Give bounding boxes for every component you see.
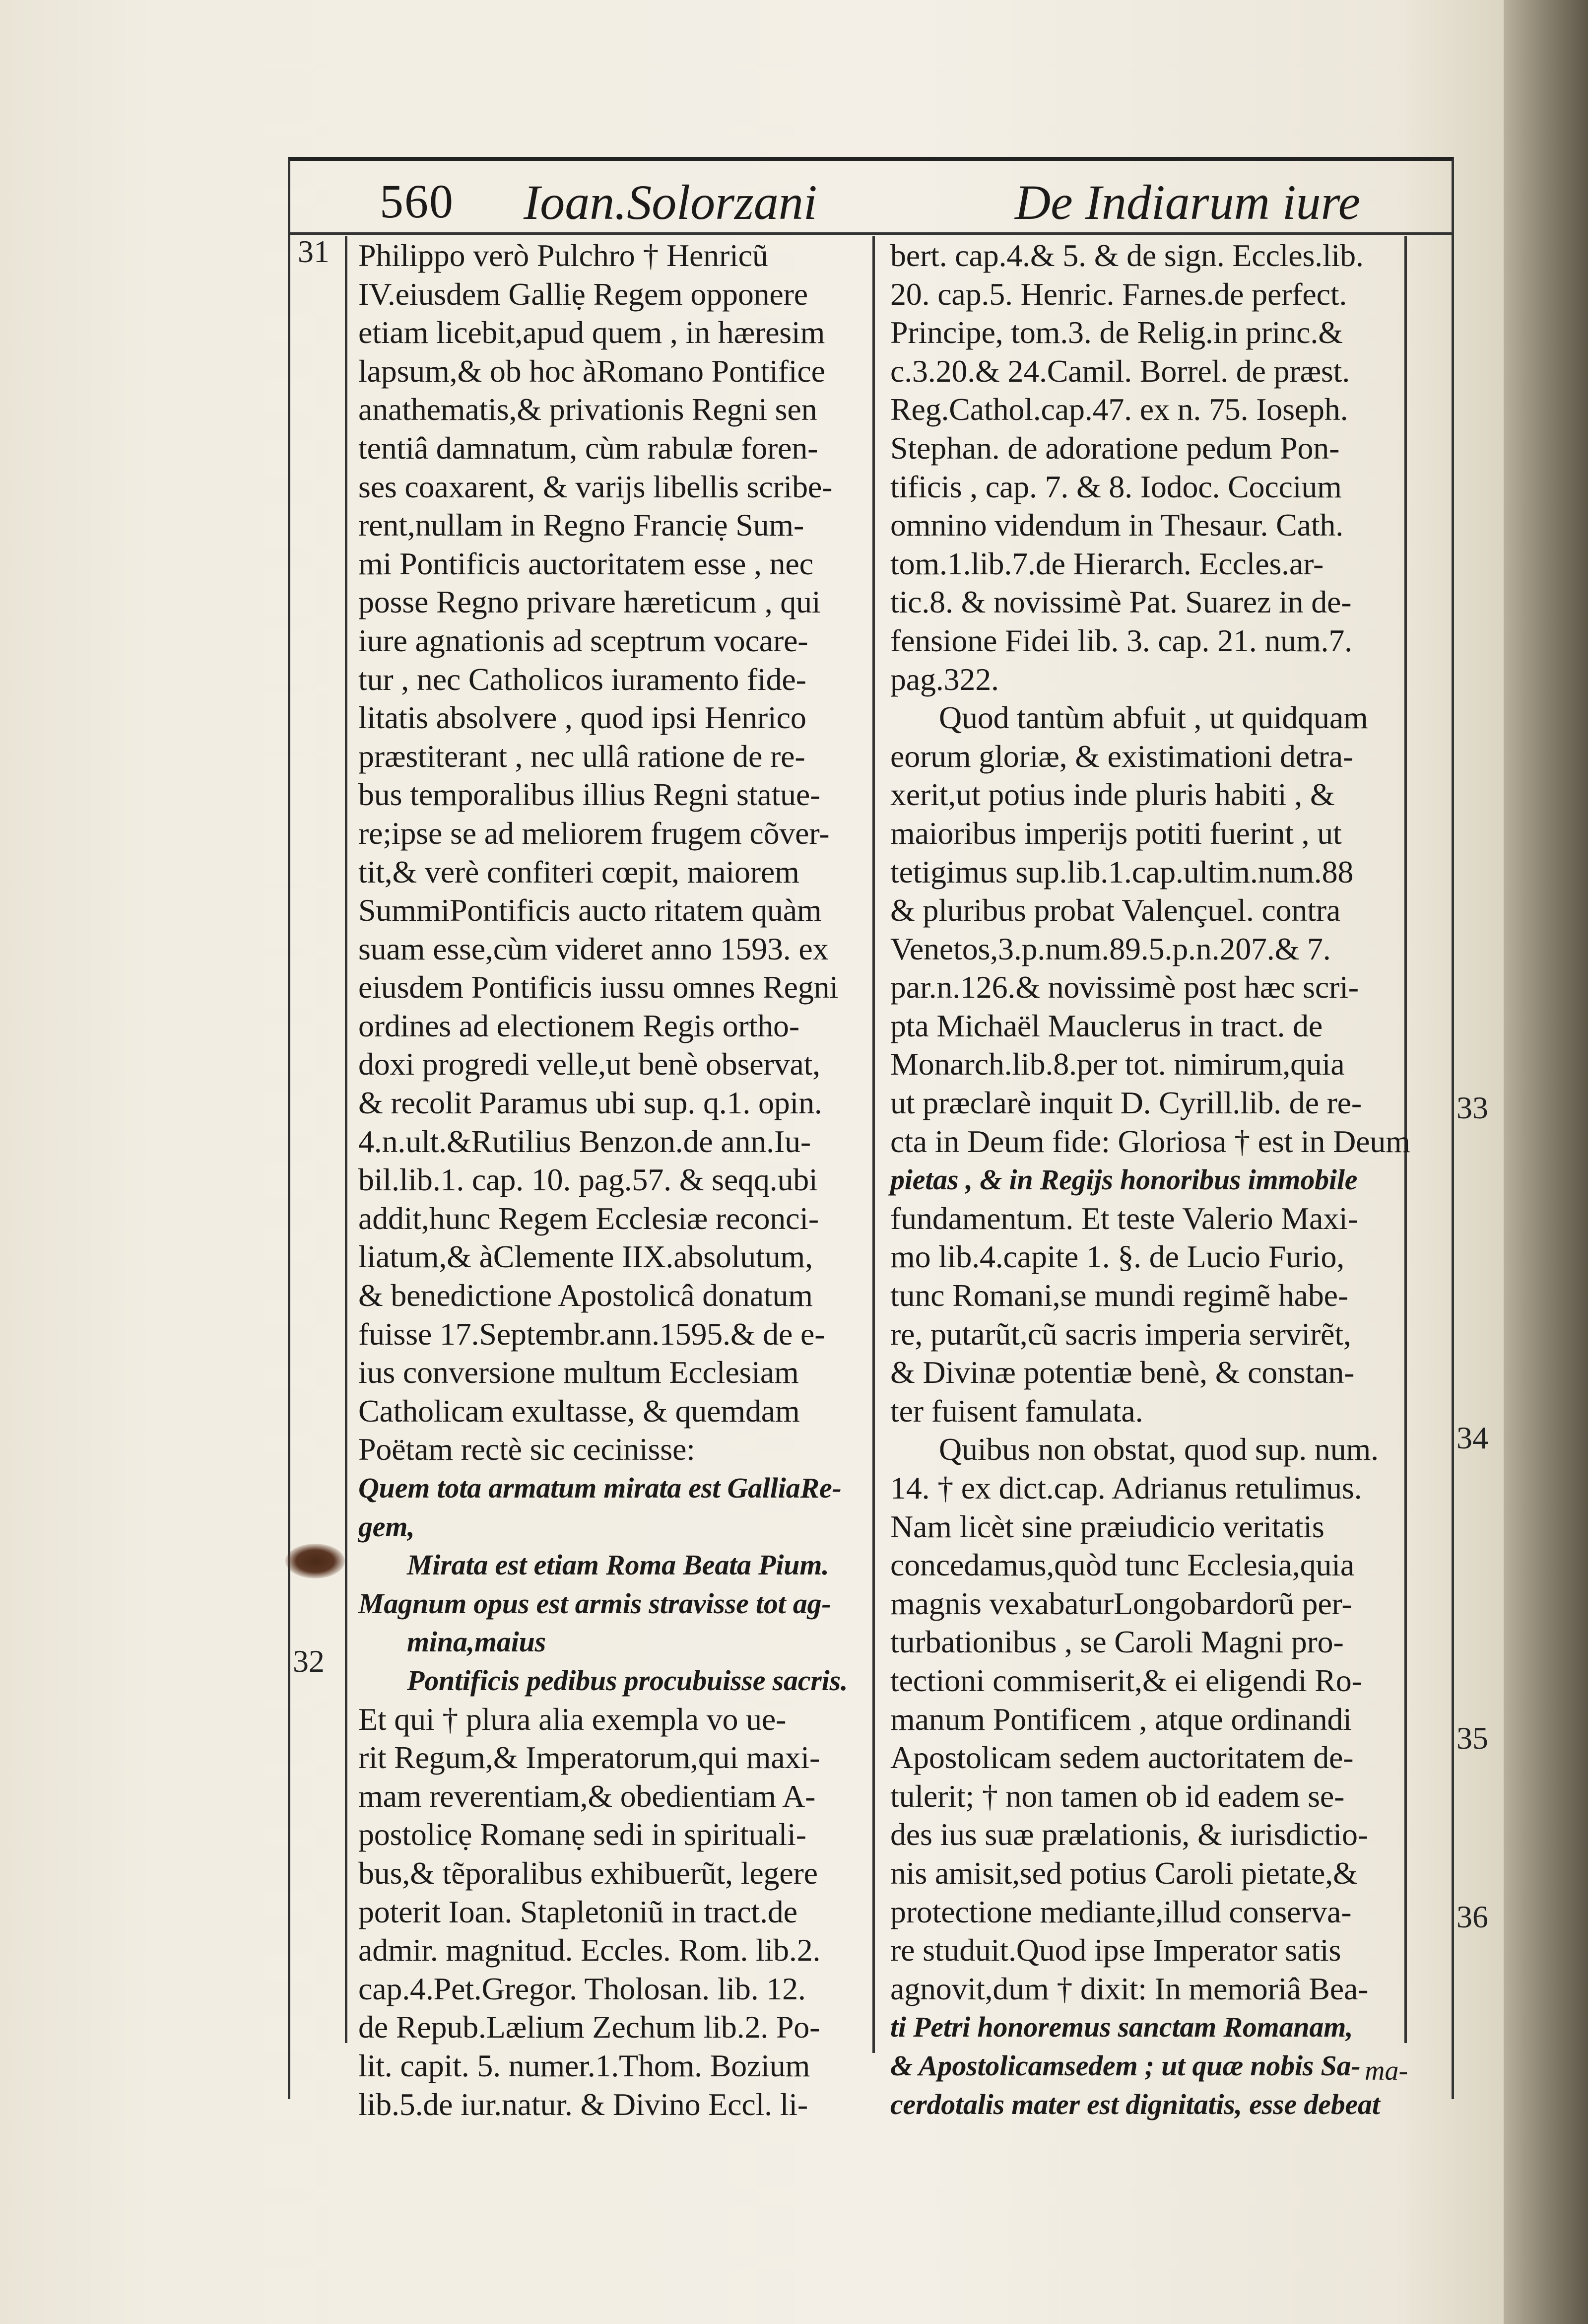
- text-line: lit. capit. 5. numer.1.Thom. Bozium: [358, 2048, 810, 2083]
- text-line: bus temporalibus illius Regni statue-: [358, 777, 821, 813]
- text-line: re;ipse se ad meliorem frugem cõver-: [358, 815, 830, 851]
- text-line: mo lib.4.capite 1. §. de Lucio Furio,: [890, 1239, 1345, 1275]
- text-line: des ius suæ prælationis, & iurisdictio-: [890, 1817, 1368, 1852]
- running-header: [290, 168, 1452, 235]
- text-line: Principe, tom.3. de Relig.in princ.&: [890, 315, 1343, 350]
- text-line: cap.4.Pet.Gregor. Tholosan. lib. 12.: [358, 1971, 806, 2006]
- text-line: concedamus,quòd tunc Ecclesia,quia: [890, 1547, 1355, 1583]
- text-line: Monarch.lib.8.per tot. nimirum,quia: [890, 1046, 1345, 1082]
- text-line: Stephan. de adoratione pedum Pon-: [890, 430, 1340, 466]
- text-line: admir. magnitud. Eccles. Rom. lib.2.: [358, 1932, 821, 1968]
- text-line: Poëtam rectè sic cecinisse:: [358, 1432, 695, 1467]
- text-line: Quem tota armatum mirata est GalliaRe-: [358, 1472, 842, 1504]
- text-line: suam esse,cùm videret anno 1593. ex: [358, 931, 829, 966]
- text-line: mam reverentiam,& obedientiam A-: [358, 1778, 816, 1814]
- text-line: mi Pontificis auctoritatem esse , nec: [358, 546, 813, 581]
- text-line: bus,& tẽporalibus exhibuerũt, legere: [358, 1855, 818, 1891]
- text-line: eiusdem Pontificis iussu omnes Regni: [358, 969, 838, 1005]
- text-line: gem,: [358, 1510, 415, 1543]
- text-line: omnino videndum in Thesaur. Cath.: [890, 507, 1344, 543]
- two-column-body: [345, 236, 1410, 2122]
- text-line: & pluribus probat Valençuel. contra: [890, 892, 1341, 928]
- text-line: manum Pontificem , atque ordinandi: [890, 1701, 1352, 1737]
- text-line: & Divinæ potentiæ benè, & constan-: [890, 1355, 1355, 1390]
- text-line: pag.322.: [890, 661, 999, 697]
- text-line: cta in Deum fide: Gloriosa † est in Deum: [890, 1123, 1410, 1159]
- margin-number: 36: [1456, 1899, 1488, 1934]
- text-line: Apostolicam sedem auctoritatem de-: [890, 1740, 1354, 1776]
- margin-number: 33: [1456, 1090, 1488, 1125]
- text-line: ut præclarè inquit D. Cyrill.lib. de re-: [890, 1085, 1362, 1121]
- text-line: poterit Ioan. Stapletoniũ in tract.de: [358, 1894, 797, 1929]
- text-line: Pontificis pedibus procubuisse sacris.: [407, 1664, 848, 1697]
- text-line: ordines ad electionem Regis ortho-: [358, 1008, 799, 1043]
- text-line: bil.lib.1. cap. 10. pag.57. & seqq.ubi: [358, 1162, 818, 1198]
- margin-number: 31: [298, 234, 330, 269]
- text-line: pta Michaël Mauclerus in tract. de: [890, 1008, 1323, 1043]
- text-line: addit,hunc Regem Ecclesiæ reconci-: [358, 1200, 819, 1236]
- text-line: ses coaxarent, & varijs libellis scribe-: [358, 469, 833, 504]
- text-line: pietas , & in Regijs honoribus immobile: [890, 1163, 1358, 1196]
- text-line: Philippo verò Pulchro † Henricũ: [358, 238, 768, 273]
- text-line: Quod tantùm abfuit , ut quidquam: [939, 700, 1368, 736]
- text-line: fuisse 17.Septembr.ann.1595.& de e-: [358, 1316, 825, 1352]
- text-line: Catholicam exultasse, & quemdam: [358, 1393, 800, 1429]
- text-line: rent,nullam in Regno Franciẹ Sum-: [358, 507, 804, 543]
- text-line: ter fuisent famulata.: [890, 1393, 1143, 1429]
- text-line: anathematis,& privationis Regni sen: [358, 392, 817, 427]
- text-line: magnis vexabaturLongobardorũ per-: [890, 1585, 1352, 1621]
- text-line: rit Regum,& Imperatorum,qui maxi-: [358, 1740, 820, 1776]
- text-line: tit,& verè confiteri cœpit, maiorem: [358, 854, 799, 889]
- text-line: Venetos,3.p.num.89.5.p.n.207.& 7.: [890, 931, 1331, 966]
- text-line: de Repub.Lælium Zechum lib.2. Po-: [358, 2009, 820, 2045]
- text-line: SummiPontificis aucto ritatem quàm: [358, 892, 822, 928]
- text-line: & benedictione Apostolicâ donatum: [358, 1278, 813, 1313]
- margin-number: 32: [293, 1643, 325, 1679]
- text-line: tom.1.lib.7.de Hierarch. Eccles.ar-: [890, 546, 1324, 581]
- right-column: [879, 236, 1410, 2120]
- text-line: 20. cap.5. Henric. Farnes.de perfect.: [890, 276, 1347, 312]
- text-line: ti Petri honoremus sanctam Romanam,: [890, 2011, 1353, 2044]
- text-line: Nam licèt sine præiudicio veritatis: [890, 1508, 1324, 1544]
- catchword: ma-: [1365, 2055, 1408, 2086]
- text-line: re studuit.Quod ipse Imperator satis: [890, 1932, 1341, 1968]
- text-line: mina,maius: [407, 1626, 546, 1658]
- text-line: cerdotalis mater est dignitatis, esse debeat: [890, 2088, 1380, 2120]
- text-line: Mirata est etiam Roma Beata Pium.: [407, 1549, 829, 1581]
- text-line: postolicẹ Romanẹ sedi in spirituali-: [358, 1817, 806, 1852]
- text-line: tentiâ damnatum, cùm rabulæ foren-: [358, 430, 818, 466]
- text-line: bert. cap.4.& 5. & de sign. Eccles.lib.: [890, 238, 1364, 273]
- text-line: xerit,ut potius inde pluris habiti , &: [890, 777, 1335, 813]
- text-line: Magnum opus est armis stravisse tot ag-: [358, 1587, 831, 1620]
- running-title: De Indiarum iure: [1015, 175, 1361, 230]
- text-line: agnovit,dum † dixit: In memoriâ Bea-: [890, 1971, 1369, 2006]
- text-line: Quibus non obstat, quod sup. num.: [939, 1432, 1379, 1467]
- text-line: lapsum,& ob hoc àRomano Pontifice: [358, 353, 825, 389]
- text-line: par.n.126.& novissimè post hæc scri-: [890, 969, 1359, 1005]
- text-line: etiam licebit,apud quem , in hæresim: [358, 315, 825, 350]
- text-line: & recolit Paramus ubi sup. q.1. opin.: [358, 1085, 822, 1121]
- book-spine-edge: [1504, 0, 1588, 2324]
- text-line: turbationibus , se Caroli Magni pro-: [890, 1624, 1344, 1660]
- text-line: tic.8. & novissimè Pat. Suarez in de-: [890, 584, 1352, 620]
- text-line: 4.n.ult.&Rutilius Benzon.de ann.Iu-: [358, 1123, 811, 1159]
- printed-text-block: [288, 157, 1454, 2122]
- margin-number: 34: [1456, 1420, 1488, 1455]
- running-author: Ioan.Solorzani: [524, 175, 817, 230]
- text-line: tunc Romani,se mundi regimẽ habe-: [890, 1278, 1348, 1313]
- text-line: fensione Fidei lib. 3. cap. 21. num.7.: [890, 622, 1352, 658]
- text-line: tificis , cap. 7. & 8. Iodoc. Coccium: [890, 469, 1342, 504]
- text-line: Et qui † plura alia exempla vo ue-: [358, 1701, 787, 1737]
- text-line: liatum,& àClemente IIX.absolutum,: [358, 1239, 813, 1275]
- text-line: eorum gloriæ, & existimationi detra-: [890, 738, 1354, 774]
- text-line: IV.eiusdem Galliẹ Regem opponere: [358, 276, 808, 312]
- text-line: tur , nec Catholicos iuramento fide-: [358, 661, 806, 697]
- text-line: re, putarũt,cũ sacris imperia servirẽt,: [890, 1316, 1351, 1352]
- text-line: ius conversione multum Ecclesiam: [358, 1355, 799, 1390]
- text-line: præstiterant , nec ullâ ratione de re-: [358, 738, 805, 774]
- text-line: tulerit; † non tamen ob id eadem se-: [890, 1778, 1345, 1814]
- text-line: doxi progredi velle,ut benè observat,: [358, 1046, 820, 1082]
- text-line: & Apostolicamsedem ; ut quæ nobis Sa-: [890, 2049, 1361, 2082]
- text-line: nis amisit,sed potius Caroli pietate,&: [890, 1855, 1358, 1891]
- left-column: [347, 236, 875, 2122]
- text-line: iure agnationis ad sceptrum vocare-: [358, 622, 808, 658]
- text-line: posse Regno privare hæreticum , qui: [358, 584, 821, 620]
- text-line: c.3.20.& 24.Camil. Borrel. de præst.: [890, 353, 1350, 389]
- text-line: tetigimus sup.lib.1.cap.ultim.num.88: [890, 854, 1354, 889]
- text-line: fundamentum. Et teste Valerio Maxi-: [890, 1200, 1358, 1236]
- text-line: lib.5.de iur.natur. & Divino Eccl. li-: [358, 2086, 808, 2122]
- margin-number: 35: [1456, 1720, 1488, 1756]
- text-line: 14. † ex dict.cap. Adrianus retulimus.: [890, 1470, 1362, 1505]
- text-line: maioribus imperijs potiti fuerint , ut: [890, 815, 1342, 851]
- ink-stain: [285, 1544, 345, 1578]
- text-line: tectioni commiserit,& ei eligendi Ro-: [890, 1662, 1362, 1698]
- text-line: litatis absolvere , quod ipsi Henrico: [358, 700, 806, 736]
- page-number: 560: [380, 175, 454, 228]
- text-line: protectione mediante,illud conserva-: [890, 1894, 1352, 1929]
- text-line: Reg.Cathol.cap.47. ex n. 75. Ioseph.: [890, 392, 1348, 427]
